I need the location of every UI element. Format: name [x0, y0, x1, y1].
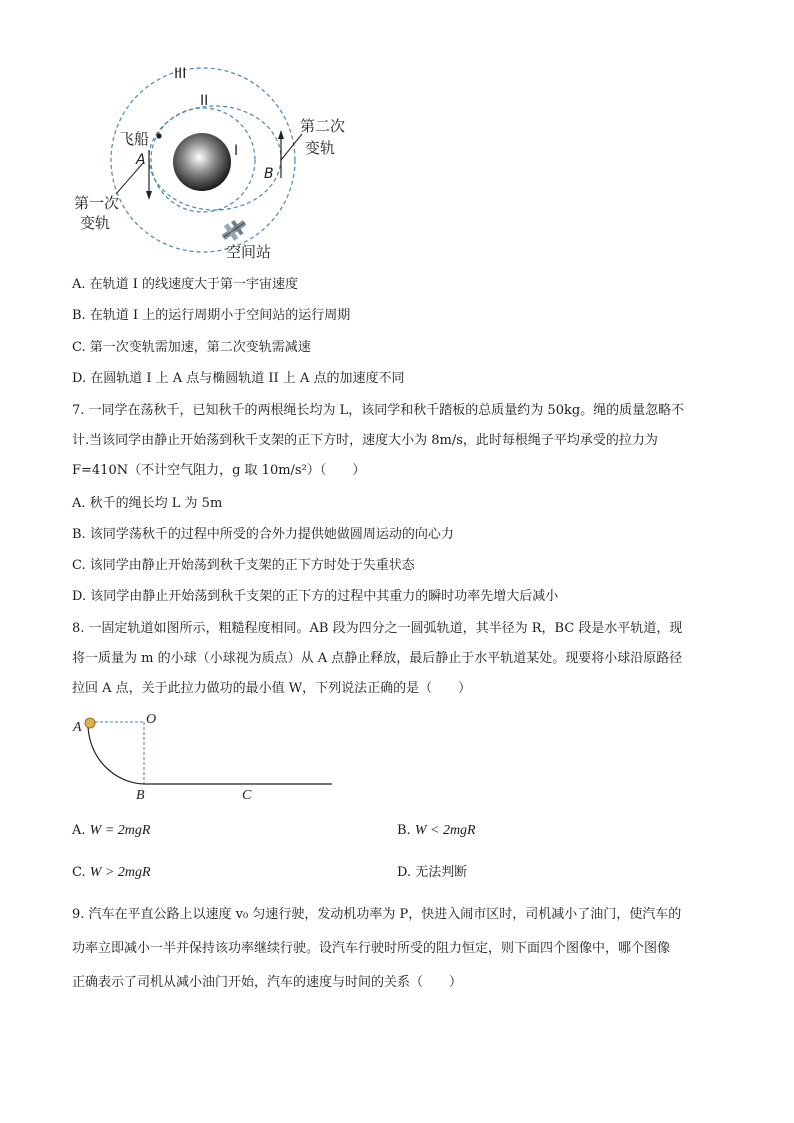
q9-stem-line-2: 功率立即减小一半并保持该功率继续行驶。设汽车行驶时所受的阻力恒定，则下面四个图像中，哪个图像 — [72, 941, 671, 956]
q9-stem — [72, 898, 722, 1000]
label-space-station: 空间站 — [226, 243, 272, 261]
planet — [173, 133, 231, 191]
label-c: C — [242, 788, 252, 802]
q8-option-d: D. 无法判断 — [397, 865, 468, 880]
label-ship: 飞船 — [119, 130, 150, 148]
label-second-transfer-2: 变轨 — [305, 139, 336, 157]
ball — [85, 718, 95, 728]
label-o: O — [146, 712, 157, 727]
label-a: A — [73, 720, 82, 735]
label-first-transfer-2: 变轨 — [80, 214, 111, 232]
label-orbit-i: I — [234, 143, 239, 159]
q7-option-a: A. 秋千的绳长均 L 为 5m — [72, 496, 223, 511]
arc-track — [88, 724, 144, 784]
q7-option-b: B. 该同学荡秋千的过程中所受的合外力提供她做圆周运动的向心力 — [72, 527, 454, 542]
ship-dot — [156, 133, 161, 138]
q8-option-a — [72, 822, 150, 840]
q8-option-b-label: B. — [397, 823, 411, 838]
q8-stem-line-2: 将一质量为 m 的小球（小球视为质点）从 A 点静止释放，最后静止于水平轨道某处。现要将小球沿原路径 — [72, 651, 683, 666]
q8-option-c-label: C. — [72, 865, 86, 880]
label-orbit-ii: II — [200, 93, 209, 109]
q8-stem — [72, 614, 722, 704]
q6-option-b: B. 在轨道 I 上的运行周期小于空间站的运行周期 — [72, 308, 351, 323]
label-point-b: B — [264, 166, 274, 182]
label-b: B — [136, 788, 145, 802]
q8-option-a-math: W = 2mgR — [89, 823, 151, 838]
track-diagram — [68, 710, 338, 802]
q7-option-d: D. 该同学由静止开始荡到秋千支架的正下方的过程中其重力的瞬时功率先增大后减小 — [72, 589, 559, 604]
q8-option-c-math: W > 2mgR — [89, 865, 151, 880]
q7-stem — [72, 396, 722, 486]
space-station-icon — [218, 215, 250, 245]
label-second-transfer-1: 第二次 — [300, 117, 346, 135]
q8-option-b-math: W < 2mgR — [414, 823, 476, 838]
q9-stem-line-1: 9. 汽车在平直公路上以速度 v₀ 匀速行驶，发动机功率为 P，快进入闹市区时，司机减小了油门，使汽车的 — [72, 907, 682, 922]
orbit-diagram — [60, 58, 360, 268]
q8-option-a-label: A. — [72, 823, 86, 838]
q9-stem-line-3: 正确表示了司机从减小油门开始，汽车的速度与时间的关系（ ） — [72, 975, 463, 990]
q6-option-d: D. 在圆轨道 I 上 A 点与椭圆轨道 II 上 A 点的加速度不同 — [72, 371, 405, 386]
q8-option-c — [72, 864, 151, 882]
q6-option-a: A. 在轨道 I 的线速度大于第一宇宙速度 — [72, 277, 299, 292]
q7-option-c: C. 该同学由静止开始荡到秋千支架的正下方时处于失重状态 — [72, 558, 415, 573]
label-first-transfer-1: 第一次 — [74, 194, 120, 212]
q8-stem-line-3: 拉回 A 点，关于此拉力做功的最小值 W，下列说法正确的是（ ） — [72, 681, 472, 696]
q7-stem-line-1: 7. 一同学在荡秋千，已知秋千的两根绳长均为 L，该同学和秋千踏板的总质量约为 50kg。绳的质量忽略不 — [72, 403, 685, 418]
q6-option-c: C. 第一次变轨需加速，第二次变轨需减速 — [72, 340, 311, 355]
q8-option-b — [397, 822, 476, 840]
label-orbit-iii: III — [174, 66, 187, 82]
q7-stem-line-2: 计.当该同学由静止开始荡到秋千支架的正下方时，速度大小为 8m/s，此时每根绳子平均承受的拉力为 — [72, 433, 658, 448]
q8-stem-line-1: 8. 一固定轨道如图所示，粗糙程度相同。AB 段为四分之一圆弧轨道，其半径为 R，BC 段是水平轨道，现 — [72, 621, 683, 636]
q7-stem-line-3: F=410N（不计空气阻力，g 取 10m/s²）（ ） — [72, 463, 366, 478]
label-point-a: A — [136, 152, 146, 168]
